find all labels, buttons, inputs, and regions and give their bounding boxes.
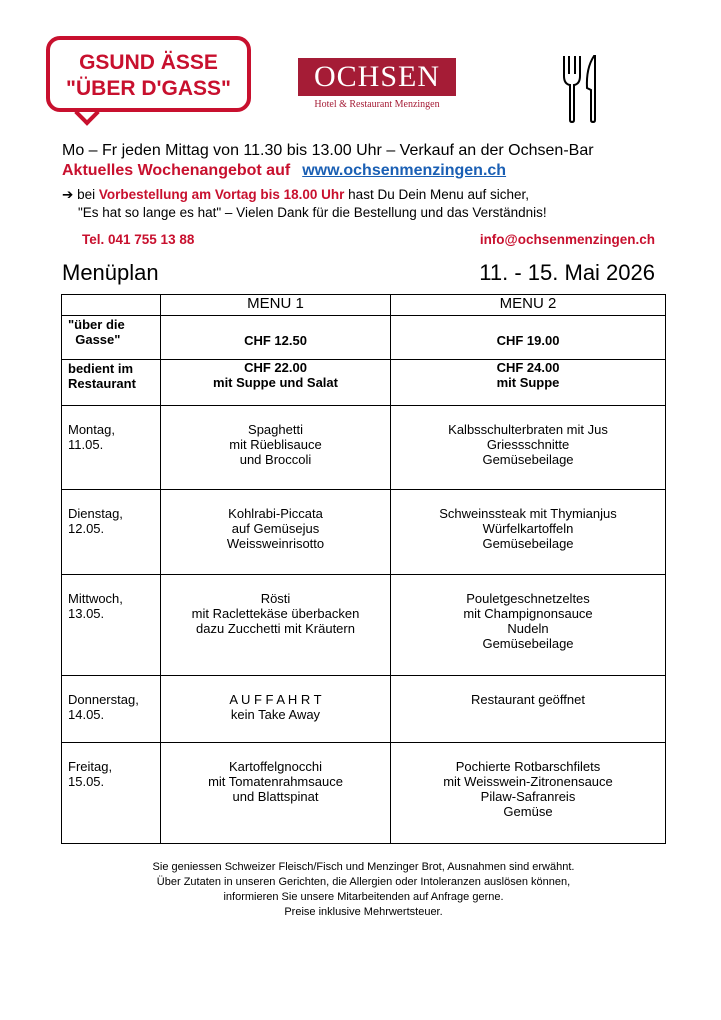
day-label — [62, 743, 161, 844]
day-day: Mittwoch, — [68, 591, 123, 606]
dish-line: auf Gemüsejus — [231, 521, 320, 536]
menu-1-dish — [161, 406, 391, 490]
row-label — [62, 360, 161, 406]
footer-line: Preise inklusive Mehrwertsteuer. — [284, 906, 443, 918]
menu-2-dish — [391, 575, 666, 676]
table-row-take-away-price — [62, 316, 666, 360]
dish-line: Pouletgeschnetzeltes — [466, 591, 590, 606]
dish-line: und Broccoli — [239, 452, 312, 467]
badge-line-1: GSUND ÄSSE — [79, 51, 218, 74]
dish-line: Würfelkartoffeln — [482, 521, 574, 536]
table-row-restaurant-price — [62, 360, 666, 406]
week-dates: 11. - 15. Mai 2026 — [479, 260, 655, 285]
price-line: mit Suppe und Salat — [213, 375, 338, 390]
dish-line: kein Take Away — [230, 707, 321, 722]
ochsen-logo-subtitle: Hotel & Restaurant Menzingen — [314, 99, 440, 110]
table-row — [62, 743, 666, 844]
price-line: CHF 22.00 — [244, 360, 307, 375]
day-day: Dienstag, — [68, 506, 123, 521]
row-label — [62, 316, 161, 360]
badge-line-2: "ÜBER D'GASS" — [66, 77, 231, 100]
dish-line: mit Raclettekäse überbacken — [191, 606, 360, 621]
menu-2-dish — [391, 490, 666, 575]
dish-line: Kalbsschulterbraten mit Jus — [448, 422, 608, 437]
dish-line: mit Rüeblisauce — [229, 437, 322, 452]
dish-line: dazu Zucchetti mit Kräutern — [196, 621, 355, 636]
dish-line: Rösti — [260, 591, 291, 606]
dish-line: Pilaw-Safranreis — [480, 789, 576, 804]
day-day: Freitag, — [68, 759, 113, 774]
phone-number: Tel. 041 755 13 88 — [82, 232, 195, 247]
day-label — [62, 406, 161, 490]
preorder-text-c: hast Du Dein Menu auf sicher, — [344, 187, 530, 202]
table-row — [62, 406, 666, 490]
page-title: Menüplan — [62, 260, 159, 285]
label-line: "über die — [68, 317, 125, 332]
ochsen-logo: OCHSEN — [298, 58, 456, 96]
dish-line: A U F F A H R T — [229, 692, 322, 707]
dish-line: Gemüse — [503, 804, 553, 819]
preorder-text-a: bei — [73, 187, 99, 202]
gsund-asse-badge — [46, 36, 251, 112]
arrow-right-icon: ➔ — [62, 187, 74, 202]
day-label — [62, 575, 161, 676]
dish-line: mit Tomatenrahmsauce — [208, 774, 343, 789]
dish-line: Gemüsebeilage — [482, 636, 574, 651]
menu-2-dish — [391, 406, 666, 490]
label-line: Gasse" — [68, 332, 121, 347]
dish-line: Kohlrabi-Piccata — [228, 506, 323, 521]
table-row — [62, 676, 666, 743]
menu-2-price — [391, 360, 666, 406]
dish-line: Restaurant geöffnet — [471, 692, 585, 707]
opening-hours: Mo – Fr jeden Mittag von 11.30 bis 13.00 Uhr – Verkauf an der Ochsen-Bar — [62, 142, 594, 159]
footer-line: Über Zutaten in unseren Gerichten, die Allergien oder Intoleranzen auslösen können, — [156, 876, 571, 888]
preorder-note — [62, 187, 529, 203]
footer-notes — [61, 860, 666, 920]
fork-knife-icon — [560, 54, 604, 124]
day-day: Donnerstag, — [68, 692, 139, 707]
dish-line: Nudeln — [507, 621, 549, 636]
header-menu-1: MENU 1 — [161, 295, 391, 316]
weekly-offer — [62, 162, 506, 180]
weekly-offer-label: Aktuelles Wochenangebot auf — [62, 162, 291, 179]
dish-line: mit Weisswein-Zitronensauce — [443, 774, 613, 789]
website-link[interactable]: www.ochsenmenzingen.ch — [302, 162, 507, 179]
menu-1-dish — [161, 743, 391, 844]
day-date: 13.05. — [68, 606, 105, 621]
label-line: bedient im — [68, 361, 134, 376]
dish-line: Weissweinrisotto — [226, 536, 325, 551]
dish-line: Spaghetti — [248, 422, 303, 437]
day-date: 11.05. — [68, 437, 104, 452]
dish-line: Pochierte Rotbarschfilets — [455, 759, 601, 774]
dish-line: Schweinssteak mit Thymianjus — [439, 506, 617, 521]
day-date: 12.05. — [68, 521, 105, 536]
price-line: CHF 24.00 — [496, 360, 560, 375]
table-corner — [62, 295, 161, 316]
menu-2-price: CHF 19.00 — [391, 316, 666, 360]
dish-line: Griessschnitte — [486, 437, 570, 452]
table-row — [62, 575, 666, 676]
day-label — [62, 490, 161, 575]
menu-2-dish — [391, 676, 666, 743]
day-label — [62, 676, 161, 743]
menu-1-dish — [161, 575, 391, 676]
price-line: mit Suppe — [496, 375, 560, 390]
day-date: 15.05. — [68, 774, 105, 789]
dish-line: Gemüsebeilage — [482, 452, 574, 467]
footer-line: informieren Sie unsere Mitarbeitenden auf Anfrage gerne. — [223, 891, 504, 903]
table-row — [62, 490, 666, 575]
header-menu-2: MENU 2 — [391, 295, 666, 316]
day-date: 14.05. — [68, 707, 105, 722]
menu-1-dish — [161, 490, 391, 575]
preorder-highlight: Vorbestellung am Vortag bis 18.00 Uhr — [98, 187, 345, 202]
label-line: Restaurant — [68, 376, 136, 391]
menu-table — [61, 294, 666, 844]
menu-1-price: CHF 12.50 — [161, 316, 391, 360]
email-link[interactable]: info@ochsenmenzingen.ch — [479, 232, 655, 247]
footer-line: Sie geniessen Schweizer Fleisch/Fisch und Menzinger Brot, Ausnahmen sind erwähnt. — [152, 861, 575, 873]
menu-1-price — [161, 360, 391, 406]
menu-2-dish — [391, 743, 666, 844]
dish-line: Kartoffelgnocchi — [229, 759, 322, 774]
thanks-note: "Es hat so lange es hat" – Vielen Dank für die Bestellung und das Verständnis! — [78, 205, 547, 220]
dish-line: und Blattspinat — [232, 789, 319, 804]
menu-1-dish — [161, 676, 391, 743]
day-day: Montag, — [68, 422, 115, 437]
dish-line: mit Champignonsauce — [463, 606, 593, 621]
dish-line: Gemüsebeilage — [482, 536, 574, 551]
